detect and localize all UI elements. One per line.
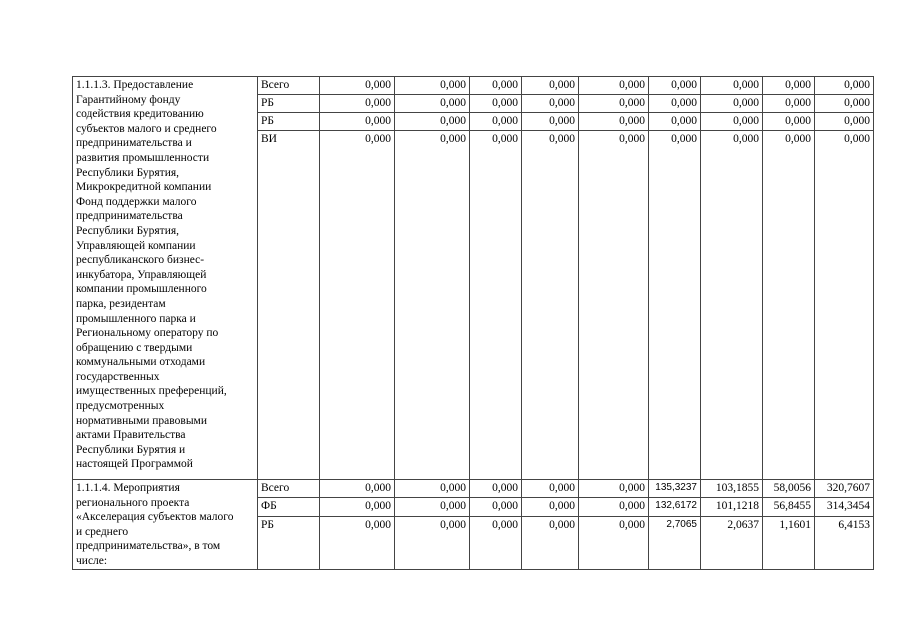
funding-source: Всего [258,77,320,95]
funding-source: Всего [258,480,320,498]
value-cell: 0,000 [470,480,522,498]
value-cell: 0,000 [763,95,815,113]
value-cell: 0,000 [701,77,763,95]
value-cell: 0,000 [763,113,815,131]
measure-description: 1.1.1.3. Предоставление Гарантийному фонду содействия кредитованию субъектов малого и среднего предпринимательства и развития промышленности Республики Бурятия, Микрокредитной компании Фонд поддержки малого предпринимательства Республики Бурятия, Управляющей компании республиканского бизнес- инкубатора, Управляющей компании промышленного парка, резидентам промышленного парка и Региональному оператору по обращению с твердыми коммунальными отходами государственных имущественных преференций, предусмотренных нормативными правовыми актами Правительства Республики Бурятия и настоящей Программой [73,77,258,480]
value-cell: 101,1218 [701,498,763,516]
value-cell: 0,000 [649,131,701,480]
value-cell: 0,000 [522,131,579,480]
value-cell: 0,000 [470,77,522,95]
value-cell: 314,3454 [815,498,874,516]
value-cell: 0,000 [470,131,522,480]
value-cell: 0,000 [395,498,470,516]
value-cell: 0,000 [320,131,395,480]
value-cell: 0,000 [320,498,395,516]
value-cell: 0,000 [395,113,470,131]
value-cell: 132,6172 [649,498,701,516]
value-cell: 0,000 [579,498,649,516]
table-row [73,77,874,95]
value-cell: 0,000 [320,480,395,498]
value-cell: 0,000 [815,77,874,95]
value-cell: 0,000 [320,95,395,113]
value-cell: 0,000 [522,113,579,131]
measure-description: 1.1.1.4. Мероприятия регионального проекта «Акселерация субъектов малого и среднего предпринимательства», в том числе: [73,480,258,570]
value-cell: 0,000 [522,77,579,95]
value-cell: 0,000 [320,516,395,569]
funding-source: ВИ [258,131,320,480]
table-row [73,480,874,498]
budget-table [72,76,874,570]
funding-source: РБ [258,95,320,113]
value-cell: 0,000 [395,77,470,95]
value-cell: 0,000 [701,95,763,113]
value-cell: 0,000 [320,77,395,95]
value-cell: 0,000 [395,95,470,113]
value-cell: 0,000 [579,113,649,131]
value-cell: 0,000 [579,131,649,480]
value-cell: 0,000 [395,480,470,498]
value-cell: 6,4153 [815,516,874,569]
value-cell: 320,7607 [815,480,874,498]
value-cell: 0,000 [320,113,395,131]
value-cell: 56,8455 [763,498,815,516]
value-cell: 0,000 [522,498,579,516]
value-cell: 0,000 [470,516,522,569]
value-cell: 0,000 [763,77,815,95]
value-cell: 103,1855 [701,480,763,498]
value-cell: 0,000 [701,131,763,480]
value-cell: 58,0056 [763,480,815,498]
value-cell: 0,000 [649,113,701,131]
value-cell: 0,000 [579,480,649,498]
funding-source: ФБ [258,498,320,516]
value-cell: 2,0637 [701,516,763,569]
value-cell: 0,000 [815,131,874,480]
value-cell: 0,000 [579,77,649,95]
value-cell: 0,000 [470,113,522,131]
value-cell: 0,000 [470,498,522,516]
value-cell: 0,000 [649,95,701,113]
value-cell: 0,000 [522,516,579,569]
value-cell: 0,000 [763,131,815,480]
value-cell: 0,000 [522,95,579,113]
value-cell: 0,000 [470,95,522,113]
value-cell: 135,3237 [649,480,701,498]
value-cell: 0,000 [701,113,763,131]
value-cell: 0,000 [579,516,649,569]
value-cell: 0,000 [649,77,701,95]
funding-source: РБ [258,113,320,131]
value-cell: 0,000 [395,131,470,480]
funding-source: РБ [258,516,320,569]
value-cell: 1,1601 [763,516,815,569]
value-cell: 0,000 [395,516,470,569]
value-cell: 0,000 [815,113,874,131]
value-cell: 0,000 [815,95,874,113]
value-cell: 2,7065 [649,516,701,569]
value-cell: 0,000 [522,480,579,498]
value-cell: 0,000 [579,95,649,113]
